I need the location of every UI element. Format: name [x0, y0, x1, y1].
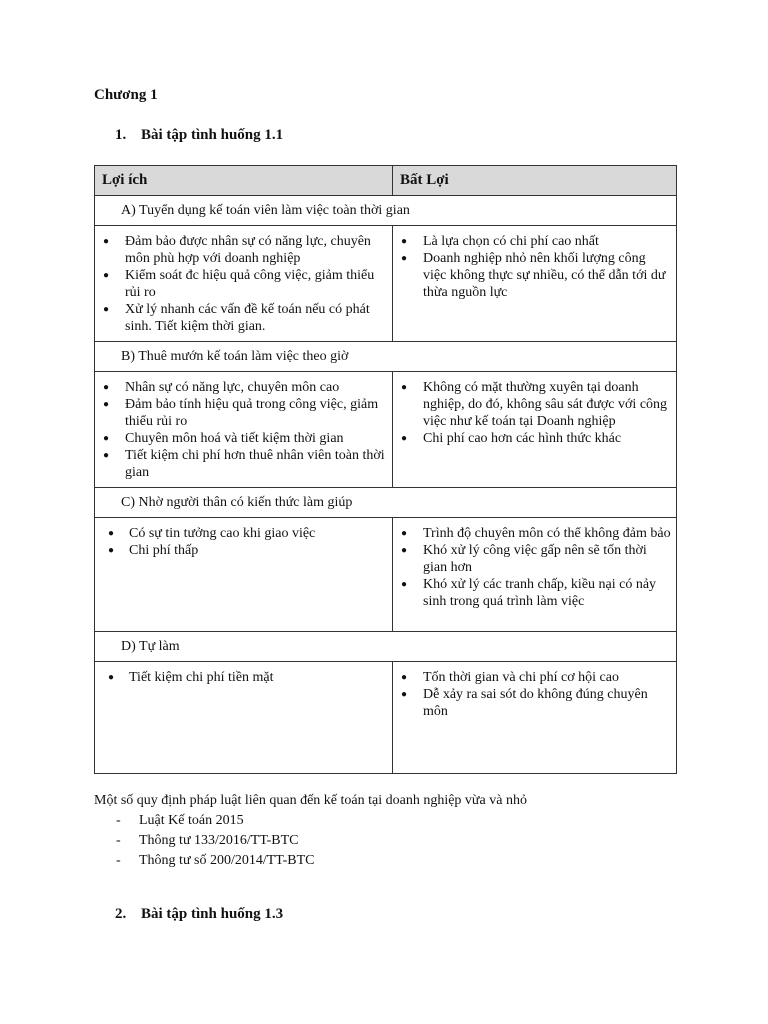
list-item: ● Đảm bảo tính hiệu quả trong công việc, giảm thiểu rủi ro — [95, 396, 388, 430]
benefits-list — [95, 662, 392, 692]
list-item: ● Tiết kiệm chi phí hơn thuê nhân viên toàn thời gian — [95, 447, 388, 481]
list-item: ● Là lựa chọn có chi phí cao nhất — [393, 233, 672, 250]
list-item: ● Kiểm soát đc hiệu quả công việc, giảm thiểu rủi ro — [95, 267, 388, 301]
section-content-row — [95, 518, 677, 632]
column-header-benefits: Lợi ích — [95, 166, 393, 196]
heading-text: Bài tập tình huống 1.1 — [141, 127, 284, 143]
section-content-row — [95, 226, 677, 342]
section-title: A) Tuyển dụng kế toán viên làm việc toàn thời gian — [95, 196, 677, 226]
chapter-title: Chương 1 — [94, 87, 158, 103]
regulations-block — [94, 791, 527, 871]
list-item: ● Doanh nghiệp nhỏ nên khối lượng công việc không thực sự nhiều, có thể dẫn tới dư thừa nguồn lực — [393, 250, 672, 301]
section-title: D) Tự làm — [95, 632, 677, 662]
section-content-row — [95, 662, 677, 774]
section-title-row — [95, 488, 677, 518]
section-heading-2 — [115, 906, 283, 923]
benefits-list — [95, 226, 392, 341]
section-title: C) Nhờ người thân có kiến thức làm giúp — [95, 488, 677, 518]
benefits-cell — [95, 226, 393, 342]
list-item: ● Không có mặt thường xuyên tại doanh nghiệp, do đó, không sâu sát được với công việc như kế toán tại Doanh nghiệp — [393, 379, 672, 430]
heading-text: Bài tập tình huống 1.3 — [141, 906, 284, 922]
list-item: ● Tiết kiệm chi phí tiền mặt — [95, 669, 388, 686]
list-item: ● Dễ xảy ra sai sót do không đúng chuyên môn — [393, 686, 672, 720]
list-item: ● Có sự tin tưởng cao khi giao việc — [95, 525, 388, 542]
benefits-cell — [95, 372, 393, 488]
benefits-cell — [95, 662, 393, 774]
drawbacks-list — [393, 662, 676, 726]
section-title-row — [95, 196, 677, 226]
benefits-list — [95, 372, 392, 487]
list-item: - Luật Kế toán 2015 — [94, 811, 527, 831]
section-heading-1 — [115, 127, 283, 144]
list-item: ● Khó xử lý công việc gấp nên sẽ tốn thời gian hơn — [393, 542, 672, 576]
list-item: ● Khó xử lý các tranh chấp, kiều nại có nảy sinh trong quá trình làm việc — [393, 576, 672, 610]
section-title: B) Thuê mướn kế toán làm việc theo giờ — [95, 342, 677, 372]
drawbacks-list — [393, 372, 676, 453]
drawbacks-list — [393, 226, 676, 307]
column-header-drawbacks: Bất Lợi — [393, 166, 677, 196]
list-item: - Thông tư số 200/2014/TT-BTC — [94, 851, 527, 871]
list-item: - Thông tư 133/2016/TT-BTC — [94, 831, 527, 851]
list-item: ● Nhân sự có năng lực, chuyên môn cao — [95, 379, 388, 396]
list-item: ● Chuyên môn hoá và tiết kiệm thời gian — [95, 430, 388, 447]
list-item: ● Xử lý nhanh các vấn đề kế toán nếu có phát sinh. Tiết kiệm thời gian. — [95, 301, 388, 335]
table-header-row — [95, 166, 677, 196]
benefits-list — [95, 518, 392, 565]
list-item: ● Đảm bảo được nhân sự có năng lực, chuyên môn phù hợp với doanh nghiệp — [95, 233, 388, 267]
benefits-cell — [95, 518, 393, 632]
list-item: ● Tốn thời gian và chi phí cơ hội cao — [393, 669, 672, 686]
list-item: ● Trình độ chuyên môn có thể không đảm bảo — [393, 525, 672, 542]
regulations-intro: Một số quy định pháp luật liên quan đến kế toán tại doanh nghiệp vừa và nhỏ — [94, 793, 527, 808]
section-title-row — [95, 342, 677, 372]
comparison-table — [94, 165, 677, 774]
drawbacks-cell — [393, 226, 677, 342]
section-title-row — [95, 632, 677, 662]
drawbacks-list — [393, 518, 676, 616]
section-content-row — [95, 372, 677, 488]
heading-number: 2. — [115, 906, 127, 922]
heading-number: 1. — [115, 127, 127, 143]
drawbacks-cell — [393, 662, 677, 774]
drawbacks-cell — [393, 518, 677, 632]
list-item: ● Chi phí cao hơn các hình thức khác — [393, 430, 672, 447]
drawbacks-cell — [393, 372, 677, 488]
list-item: ● Chi phí thấp — [95, 542, 388, 559]
regulations-list — [94, 811, 527, 871]
